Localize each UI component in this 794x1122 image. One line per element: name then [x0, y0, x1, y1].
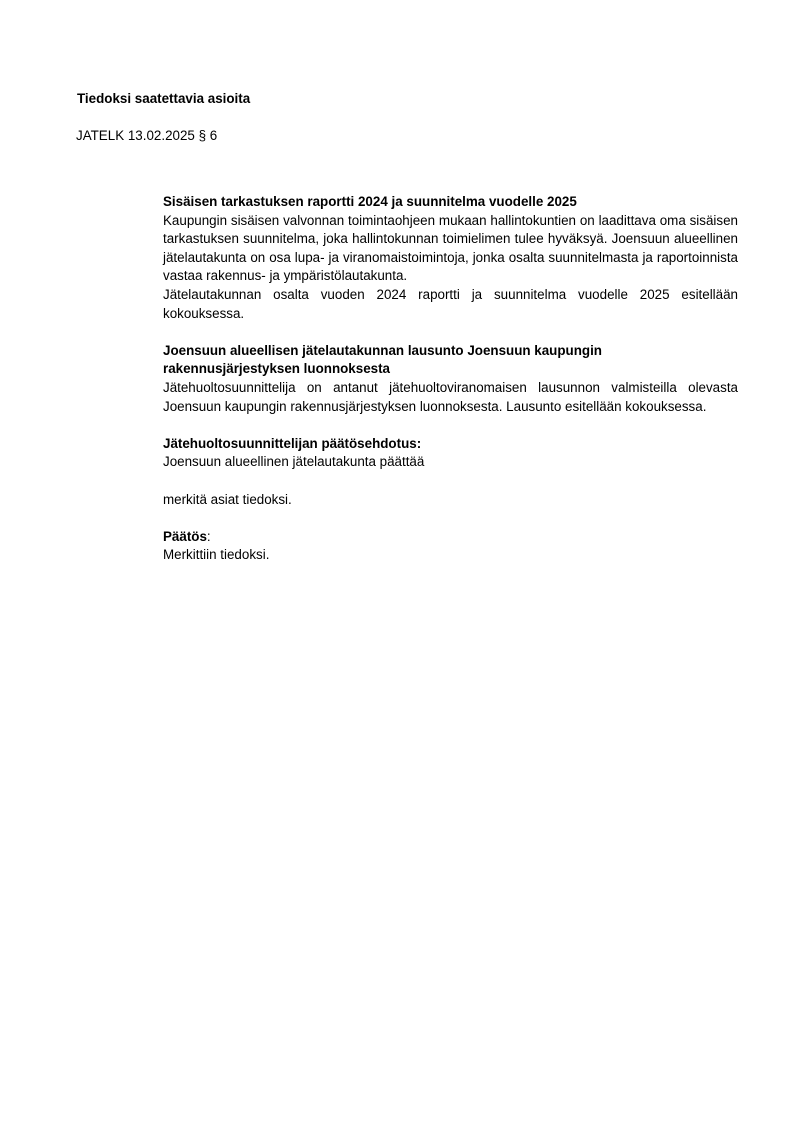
decision-text: Merkittiin tiedoksi.: [163, 547, 270, 563]
page-title: Tiedoksi saatettavia asioita: [77, 91, 251, 106]
decision-colon: :: [206, 528, 211, 544]
meeting-reference: JATELK 13.02.2025 § 6: [76, 128, 218, 143]
decision-heading: [163, 528, 738, 547]
proposal-label: Jätehuoltosuunnittelijan päätösehdotus:: [163, 435, 422, 451]
proposal-line: Joensuun alueellinen jätelautakunta päättää: [163, 454, 425, 470]
section-paragraph: Jätehuoltosuunnittelija on antanut jätehuoltoviranomaisen lausunnon valmisteilla olevasta Joensuun kaupungin rakennusjärjestyksen luonnoksesta. Lausunto esitellään kokouksessa.: [163, 379, 738, 414]
section-title: Sisäisen tarkastuksen raportti 2024 ja suunnitelma vuodelle 2025: [163, 194, 577, 209]
decision-label: Päätös: [163, 528, 207, 544]
proposal-action: merkitä asiat tiedoksi.: [163, 491, 292, 507]
document-body: [163, 193, 738, 565]
section-paragraph: Jätelautakunnan osalta vuoden 2024 raportti ja suunnitelma vuodelle 2025 esitellään kokouksessa.: [163, 286, 738, 321]
section-title: Joensuun alueellisen jätelautakunnan lausunto Joensuun kaupungin rakennusjärjestyksen luonnoksesta: [163, 342, 602, 377]
section-paragraph: Kaupungin sisäisen valvonnan toimintaohjeen mukaan hallintokuntien on laadittava oma sisäisen tarkastuksen suunnitelma, joka hallintokunnan toimielimen tulee hyväksyä. Joensuun alueellinen jätelautakunta on osa lupa- ja viranomaistoimintoja, jonka osalta suunnitelmasta ja raportoinnista vastaa rakennus- ja ympäristölautakunta.: [163, 212, 738, 284]
